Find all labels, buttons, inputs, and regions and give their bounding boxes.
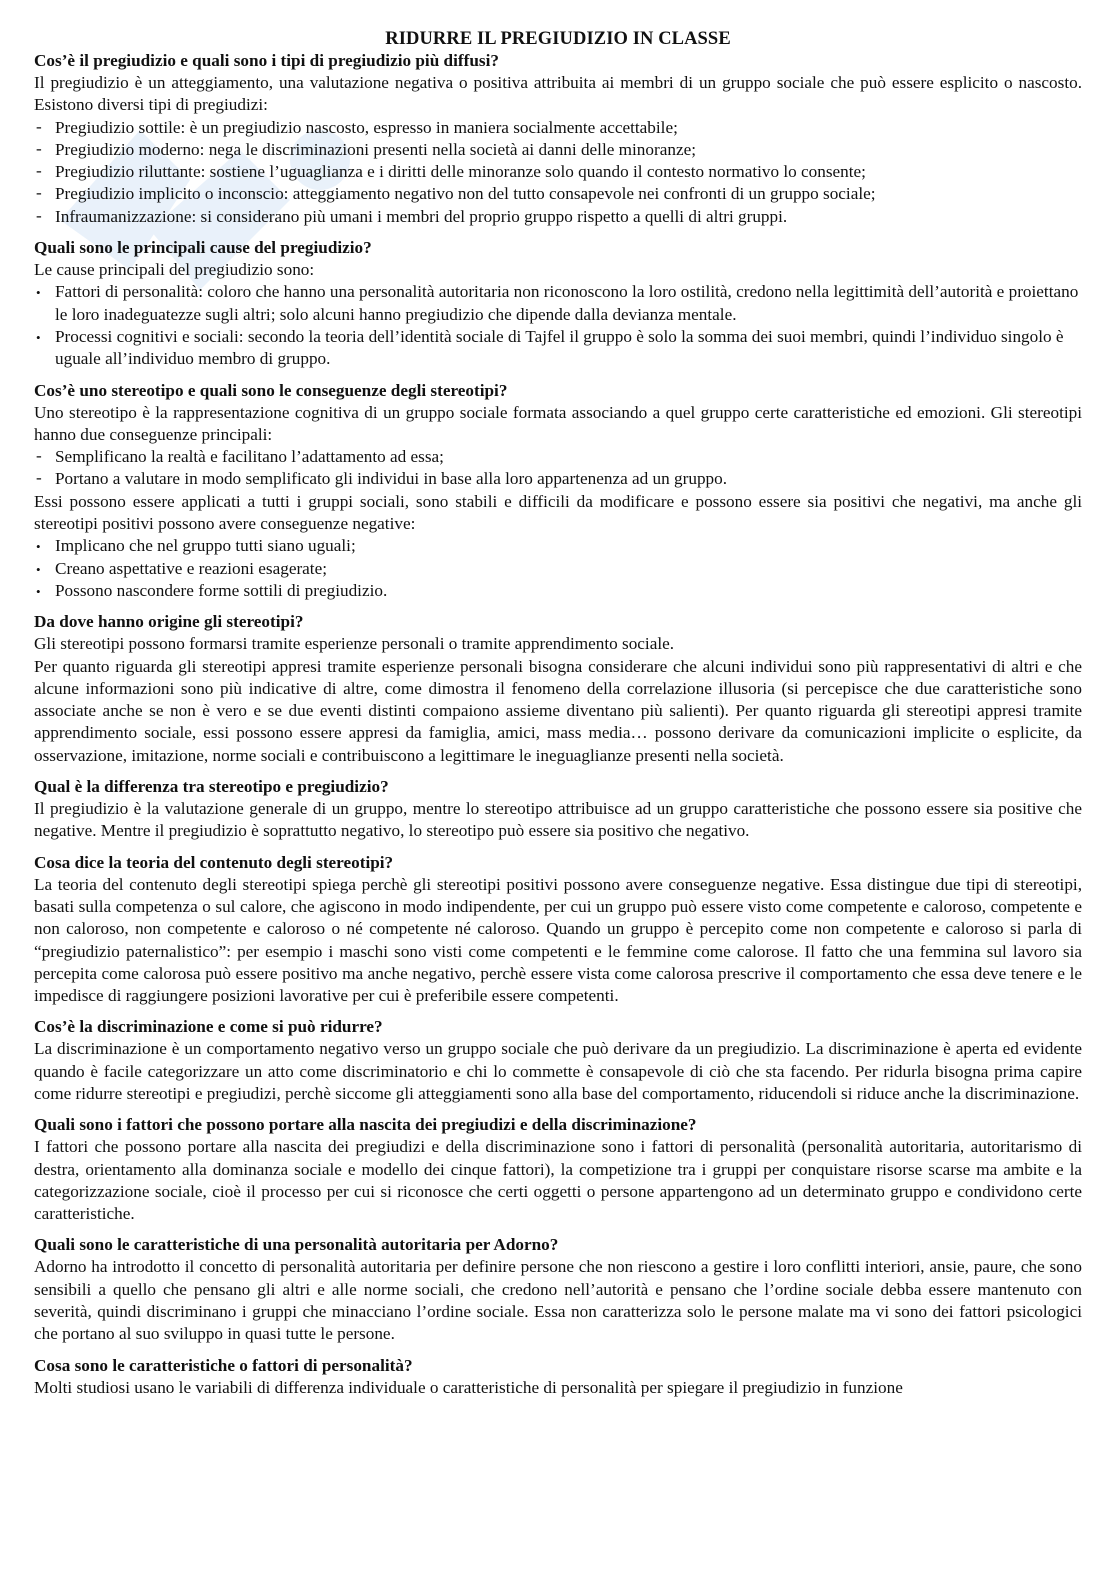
section-heading: Quali sono le principali cause del pregiudizio? (34, 238, 372, 258)
document-page (34, 28, 1082, 1408)
section-prejudice-types (34, 50, 1082, 228)
paragraph: Molti studiosi usano le variabili di differenza individuale o caratteristiche di personalità per spiegare il pregiudizio in funzione (34, 1377, 903, 1397)
section-heading: Quali sono le caratteristiche di una personalità autoritaria per Adorno? (34, 1235, 559, 1255)
list-item: - Pregiudizio implicito o inconscio: atteggiamento negativo non del tutto consapevole nei confronti di un gruppo sociale; (34, 183, 1082, 205)
section-heading: Cos’è la discriminazione e come si può ridurre? (34, 1017, 383, 1037)
paragraph: Essi possono essere applicati a tutti i gruppi sociali, sono stabili e difficili da modificare e possono essere sia positivi che negativi, ma anche gli stereotipi positivi possono avere conseguenze negative: (34, 491, 1082, 534)
list-item: - Semplificano la realtà e facilitano l’adattamento ad essa; (34, 446, 1082, 468)
paragraph: I fattori che possono portare alla nascita dei pregiudizi e della discriminazione sono i fattori di personalità (personalità autoritaria, autoritarismo di destra, orientamento alla dominanza sociale e modello dei cinque fattori), la competizione tra i gruppi per conquistare risorse scarse ma ambite e la categorizzazione sociale, cioè il processo per cui si riconosce che certi oggetti o persone appartengono ad un determinato gruppo e condividono certe caratteristiche. (34, 1137, 1082, 1224)
paragraph: La discriminazione è un comportamento negativo verso un gruppo sociale che può derivare da un pregiudizio. La discriminazione è aperta ed evidente quando è facile categorizzare un atto come discriminatorio e chi lo commette è consapevole di ciò che sta facendo. Per ridurla bisogna prima capire come ridurre stereotipi e pregiudizi, perchè siccome gli atteggiamenti sono alla base del comportamento, riducendoli si riduce anche la discriminazione. (34, 1039, 1082, 1103)
section-heading: Da dove hanno origine gli stereotipi? (34, 612, 304, 632)
paragraph: Le cause principali del pregiudizio sono: (34, 260, 315, 280)
section-factors (34, 1114, 1082, 1225)
list-item: • Fattori di personalità: coloro che hanno una personalità autoritaria non riconoscono la loro ostilità, credono nella legittimità dell’autorità e proiettano le loro inadeguatezze sugli altri; solo alcuni hanno pregiudizio che dipende dalla devianza mentale. (34, 281, 1082, 326)
section-adorno (34, 1234, 1082, 1345)
section-stereotype-consequences (34, 380, 1082, 603)
bullet-list (34, 535, 1082, 602)
paragraph: Per quanto riguarda gli stereotipi appresi tramite esperienze personali bisogna considerare che alcuni individui sono più rappresentativi di altri e che alcune informazioni sono più indicative di altre, come dimostra il fenomeno della correlazione illusoria (si percepisce che due caratteristiche sono associate anche se non è vero e se due eventi distinti compaiono assieme diventano più salienti). Per quanto riguarda gli stereotipi appresi tramite apprendimento sociale, essi possono essere appresi da famiglia, amici, mass media… possono derivare da comunicazioni implicite o esplicite, da osservazione, imitazione, norme sociali e contribuiscono a legittimare le ineguaglianze presenti nella società. (34, 656, 1082, 765)
list-item: - Pregiudizio moderno: nega le discriminazioni presenti nella società ai danni delle minoranze; (34, 139, 1082, 161)
list-item: - Infraumanizzazione: si considerano più umani i membri del proprio gruppo rispetto a quelli di altri gruppi. (34, 206, 1082, 228)
paragraph: Il pregiudizio è la valutazione generale di un gruppo, mentre lo stereotipo attribuisce ad un gruppo caratteristiche che possono essere sia positive che negative. Mentre il pregiudizio è soprattutto negativo, lo stereotipo può essere sia positivo che negativo. (34, 799, 1082, 841)
document-title: RIDURRE IL PREGIUDIZIO IN CLASSE (385, 29, 731, 49)
section-heading: Cosa dice la teoria del contenuto degli stereotipi? (34, 852, 394, 872)
bullet-list (34, 281, 1082, 370)
dash-list (34, 446, 1082, 491)
list-item: • Implicano che nel gruppo tutti siano uguali; (34, 535, 1082, 557)
section-content-theory (34, 852, 1082, 1008)
section-discrimination (34, 1016, 1082, 1105)
section-heading: Cos’è il pregiudizio e quali sono i tipi di pregiudizio più diffusi? (34, 51, 499, 70)
paragraph: La teoria del contenuto degli stereotipi spiega perchè gli stereotipi positivi possono avere conseguenze negative. Essa distingue due tipi di stereotipi, basati sulla competenza o sul calore, che agiscono in modo indipendente, per cui un gruppo può essere visto come competente e caloroso, competente e non caloroso, non competente e caloroso o né competente né caloroso. Quando un gruppo è percepito come non competente e caloroso si parla di “pregiudizio paternalistico”: per esempio i maschi sono visti come competenti e le femmine come calorose. Il fatto che una femmina sul lavoro sia percepita come calorosa può essere positivo ma anche negativo, perchè essere vista come calorosa prescrive il comportamento che essa deve tenere e le impedisce di raggiungere posizioni lavorative per cui è preferibile essere competenti. (34, 874, 1082, 1006)
paragraph: Adorno ha introdotto il concetto di personalità autoritaria per definire persone che non riescono a gestire i loro conflitti interiori, ansie, paure, che sono sensibili a quello che pensano gli altri e alle norme sociali, che credono nell’autorità e pensano che l’ordine sociale debba essere mantenuto con severità, quindi discriminano i gruppi che minacciano l’ordine sociale. Essa non caratterizza solo le persone malate ma vi sono dei fattori psicologici che portano al suo sviluppo in quasi tutte le persone. (34, 1257, 1082, 1344)
section-personality-factors (34, 1355, 1082, 1399)
section-stereotype-origin (34, 611, 1082, 767)
section-difference (34, 776, 1082, 843)
list-item: - Pregiudizio riluttante: sostiene l’uguaglianza e i diritti delle minoranze solo quando il contesto normativo lo consente; (34, 161, 1082, 183)
section-heading: Quali sono i fattori che possono portare alla nascita dei pregiudizi e della discriminazione? (34, 1115, 697, 1135)
dash-list (34, 117, 1082, 228)
paragraph: Uno stereotipo è la rappresentazione cognitiva di un gruppo sociale formata associando a quel gruppo certe caratteristiche ed emozioni. Gli stereotipi hanno due conseguenze principali: (34, 402, 1082, 444)
section-prejudice-causes (34, 237, 1082, 370)
paragraph: Gli stereotipi possono formarsi tramite esperienze personali o tramite apprendimento sociale. (34, 634, 675, 654)
section-heading: Cosa sono le caratteristiche o fattori di personalità? (34, 1355, 413, 1375)
list-item: • Processi cognitivi e sociali: secondo la teoria dell’identità sociale di Tajfel il gruppo è solo la somma dei suoi membri, quindi l’individuo singolo è uguale all’individuo membro di gruppo. (34, 326, 1082, 371)
list-item: • Possono nascondere forme sottili di pregiudizio. (34, 580, 1082, 602)
paragraph: Il pregiudizio è un atteggiamento, una valutazione negativa o positiva attribuita ai membri di un gruppo sociale che può essere esplicito o nascosto. Esistono diversi tipi di pregiudizi: (34, 73, 1082, 115)
list-item: - Pregiudizio sottile: è un pregiudizio nascosto, espresso in maniera socialmente accettabile; (34, 117, 1082, 139)
section-heading: Qual è la differenza tra stereotipo e pregiudizio? (34, 777, 389, 797)
list-item: - Portano a valutare in modo semplificato gli individui in base alla loro appartenenza ad un gruppo. (34, 468, 1082, 490)
section-heading: Cos’è uno stereotipo e quali sono le conseguenze degli stereotipi? (34, 380, 508, 400)
list-item: • Creano aspettative e reazioni esagerate; (34, 558, 1082, 580)
